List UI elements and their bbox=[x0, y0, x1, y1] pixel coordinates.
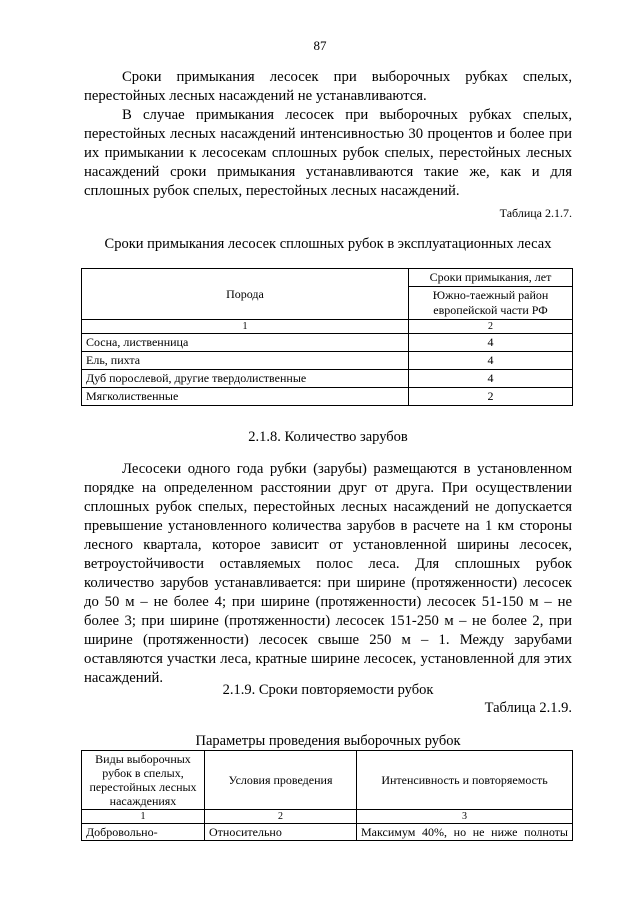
col-header-period: Сроки примыкания, лет bbox=[409, 269, 573, 287]
table-row bbox=[82, 388, 573, 406]
table-label: Таблица 2.1.9. bbox=[484, 700, 572, 716]
value-cell: 4 bbox=[409, 352, 573, 370]
adjacency-table bbox=[81, 268, 573, 406]
col-number: 2 bbox=[409, 320, 573, 334]
table-cell: Добровольно- bbox=[82, 824, 205, 841]
table-row bbox=[82, 370, 573, 388]
col-number: 3 bbox=[357, 810, 573, 824]
col-number: 1 bbox=[82, 810, 205, 824]
value-cell: 4 bbox=[409, 334, 573, 352]
section-heading: 2.1.8. Количество зарубов bbox=[248, 429, 408, 445]
selective-cutting-table bbox=[81, 750, 573, 841]
value-cell: 2 bbox=[409, 388, 573, 406]
species-cell: Дуб порослевой, другие твердолиственные bbox=[82, 370, 409, 388]
col-number: 1 bbox=[82, 320, 409, 334]
col-header-conditions: Условия проведения bbox=[205, 751, 357, 810]
table-row bbox=[82, 824, 573, 841]
col-header-types: Виды выборочных рубок в спелых, перестойных лесных насаждениях bbox=[82, 751, 205, 810]
species-cell: Ель, пихта bbox=[82, 352, 409, 370]
paragraph: Лесосеки одного года рубки (зарубы) размещаются в установленном порядке на определенном расстоянии друг от друга. При осуществлении сплошных рубок спелых, перестойных лесных насаждений не допускается превышение установленного количества зарубов в расчете на 1 км стороны лесного квартала, которое зависит от установленной ширины лесосек, ветроустойчивости оставляемых полос леса. Для сплошных рубок количество зарубов устанавливается: при ширине (протяженности) лесосек до 50 м – не более 4; при ширине (протяженности) лесосек 51-150 м – не более 3; при ширине (протяженности) лесосек 151-250 м – не более 2, при ширине (протяженности) лесосек свыше 250 м – 1. Между зарубами оставляются участки леса, кратные ширине лесосек, установленной для этих насаждений. bbox=[84, 461, 572, 686]
table-title: Параметры проведения выборочных рубок bbox=[195, 733, 461, 749]
species-cell: Мягколиственные bbox=[82, 388, 409, 406]
col-header-intensity: Интенсивность и повторяемость bbox=[357, 751, 573, 810]
section-body bbox=[84, 460, 572, 688]
section-heading: 2.1.9. Сроки повторяемости рубок bbox=[222, 682, 434, 698]
page-number: 87 bbox=[313, 38, 327, 53]
table-row bbox=[82, 352, 573, 370]
table-cell: Максимум 40%, но не ниже полноты bbox=[357, 824, 573, 841]
col-header-region: Южно-таежный район европейской части РФ bbox=[409, 287, 573, 320]
table-cell: Относительно bbox=[205, 824, 357, 841]
table-title: Сроки примыкания лесосек сплошных рубок в эксплуатационных лесах bbox=[104, 236, 552, 252]
table-label: Таблица 2.1.7. bbox=[499, 206, 572, 220]
intro-paragraphs bbox=[84, 68, 572, 201]
col-header-species: Порода bbox=[82, 269, 409, 320]
col-number: 2 bbox=[205, 810, 357, 824]
paragraph: В случае примыкания лесосек при выборочных рубках спелых, перестойных лесных насаждений интенсивностью 30 процентов и более при их примыкании к лесосекам сплошных рубок спелых, перестойных лесных насаждений сроки примыкания устанавливаются такие же, как и для сплошных рубок спелых, перестойных лесных насаждений. bbox=[84, 107, 572, 199]
paragraph: Сроки примыкания лесосек при выборочных рубках спелых, перестойных лесных насаждений не устанавливаются. bbox=[84, 69, 572, 104]
value-cell: 4 bbox=[409, 370, 573, 388]
table-row bbox=[82, 334, 573, 352]
species-cell: Сосна, лиственница bbox=[82, 334, 409, 352]
